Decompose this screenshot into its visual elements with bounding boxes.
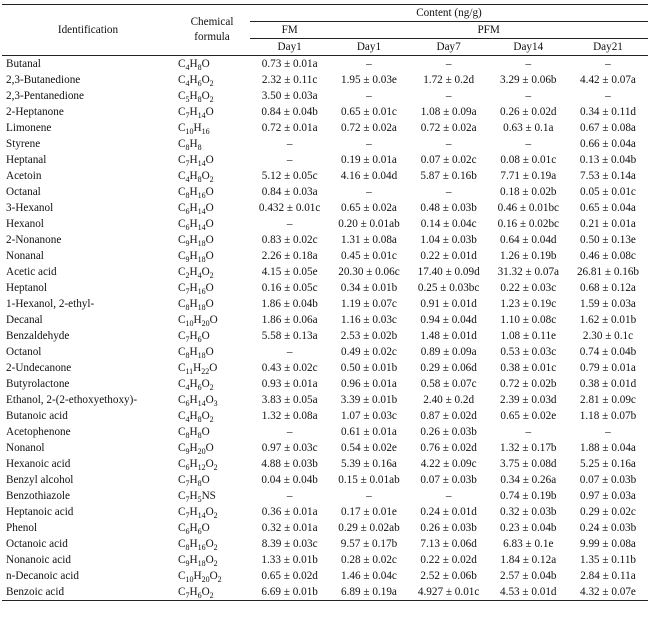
content-value: 0.16 ± 0.02bc: [497, 218, 560, 230]
compound-name: Ethanol, 2-(2-ethoxyethoxy)-: [6, 394, 138, 406]
content-value: 6.69 ± 0.01b: [250, 584, 329, 601]
content-value: 5.39 ± 0.16a: [341, 458, 397, 470]
content-value: 1.26 ± 0.19b: [500, 250, 557, 262]
content-value: 2.84 ± 0.11a: [580, 570, 636, 582]
content-value: 0.65 ± 0.01c: [341, 106, 397, 118]
content-value: 4.15 ± 0.05e: [261, 266, 318, 278]
content-value: 0.34 ± 0.26a: [500, 474, 557, 486]
content-value: 1.32 ± 0.17b: [500, 442, 557, 454]
compound-name: Benzoic acid: [2, 584, 174, 601]
content-value: –: [286, 154, 293, 166]
content-value: 0.432 ± 0.01c: [258, 202, 321, 214]
content-value: 0.46 ± 0.01bc: [497, 202, 560, 214]
content-value: 0.04 ± 0.04b: [261, 474, 318, 486]
header-chemical-line2: formula: [194, 31, 230, 43]
content-value: –: [605, 58, 611, 70]
content-value: 2.53 ± 0.02b: [340, 330, 398, 342]
content-value: 4.42 ± 0.07a: [580, 74, 636, 86]
content-value: 1.07 ± 0.03c: [341, 410, 397, 422]
table-row: [2, 424, 648, 440]
content-value: 8.39 ± 0.03c: [261, 538, 318, 550]
content-value: 2.32 ± 0.11c: [261, 74, 318, 86]
content-value: 1.10 ± 0.08c: [500, 314, 557, 326]
content-value: 0.36 ± 0.01a: [261, 506, 318, 518]
table-row: [2, 216, 648, 232]
content-value: 0.64 ± 0.04d: [500, 234, 557, 246]
content-value: 0.96 ± 0.01a: [341, 378, 397, 390]
compound-name: Butyrolactone: [6, 378, 70, 390]
chemical-formula: $C_9H_{20}O$: [178, 442, 214, 457]
chemical-formula: $C_7H_6O_2$: [174, 584, 250, 601]
table-row: [2, 120, 648, 136]
table-row: [2, 376, 648, 392]
content-value: 17.40 ± 0.09d: [417, 266, 480, 278]
content-value: 0.68 ± 0.12a: [580, 282, 636, 294]
content-value: 0.63 ± 0.1a: [503, 122, 554, 134]
content-value: 1.86 ± 0.04b: [261, 298, 318, 310]
content-value: 0.89 ± 0.09a: [420, 346, 477, 358]
chemical-formula: $C_8H_{16}O_2$: [178, 538, 218, 553]
content-value: 2.57 ± 0.04b: [500, 570, 557, 582]
content-value: –: [366, 58, 372, 70]
content-value: 0.18 ± 0.02b: [500, 186, 557, 198]
content-value: 0.23 ± 0.04b: [500, 522, 557, 534]
chemical-formula: $C_8H_8O$: [178, 426, 210, 441]
content-value: 0.53 ± 0.03c: [500, 346, 557, 358]
table-row: [2, 200, 648, 216]
content-value: 1.84 ± 0.12a: [500, 554, 557, 566]
chemical-formula: $C_6H_{14}O_3$: [178, 394, 218, 409]
compound-name: 2-Heptanone: [6, 106, 64, 118]
content-value: 0.17 ± 0.01e: [341, 506, 397, 518]
content-value: –: [445, 186, 452, 198]
chemical-formula: $C_7H_6O$: [178, 330, 210, 345]
content-value: 0.19 ± 0.01a: [341, 154, 397, 166]
content-value: 0.73 ± 0.01a: [261, 58, 318, 70]
content-value: –: [445, 90, 452, 102]
content-value: 4.53 ± 0.01d: [489, 584, 568, 601]
content-value: 2.30 ± 0.1c: [582, 330, 634, 342]
content-value: 5.12 ± 0.05c: [261, 170, 318, 182]
content-value: 7.71 ± 0.19a: [500, 170, 557, 182]
table-row: [2, 344, 648, 360]
content-table: [2, 4, 648, 601]
header-day: Day21: [568, 39, 648, 56]
content-value: 0.25 ± 0.03bc: [417, 282, 480, 294]
table-row: [2, 72, 648, 88]
content-value: 0.67 ± 0.08a: [580, 122, 636, 134]
content-value: 1.32 ± 0.08a: [261, 410, 318, 422]
content-value: 0.65 ± 0.04a: [580, 202, 636, 214]
content-value: 0.72 ± 0.01a: [261, 122, 318, 134]
content-value: 0.38 ± 0.01d: [579, 378, 637, 390]
content-value: –: [605, 426, 611, 438]
content-value: 4.32 ± 0.07e: [568, 584, 648, 601]
chemical-formula: $C_9H_{18}O$: [178, 234, 214, 249]
compound-name: Benzyl alcohol: [6, 474, 74, 486]
chemical-formula: $C_4H_8O_2$: [178, 170, 214, 185]
compound-name: Acetoin: [6, 170, 42, 182]
content-value: 0.84 ± 0.03a: [261, 186, 318, 198]
content-value: –: [366, 90, 372, 102]
content-value: 0.22 ± 0.01d: [420, 250, 477, 262]
content-value: 2.40 ± 0.2d: [423, 394, 475, 406]
header-chemical-formula: [174, 5, 250, 56]
content-value: 0.65 ± 0.02a: [341, 202, 397, 214]
content-value: 0.15 ± 0.01ab: [338, 474, 400, 486]
content-value: –: [605, 90, 611, 102]
content-value: 4.88 ± 0.03b: [261, 458, 318, 470]
chemical-formula: $C_6H_6O$: [178, 522, 210, 537]
content-value: 0.48 ± 0.03b: [420, 202, 477, 214]
content-value: 1.95 ± 0.03e: [341, 74, 397, 86]
table-row: [2, 152, 648, 168]
compound-name: Styrene: [6, 138, 41, 150]
header-identification: Identification: [2, 5, 174, 56]
header-day: Day14: [489, 39, 568, 56]
chemical-formula: $C_4H_8O$: [178, 58, 210, 73]
content-value: 31.32 ± 0.07a: [497, 266, 560, 278]
content-value: 0.43 ± 0.02c: [261, 362, 318, 374]
content-value: 1.72 ± 0.2d: [423, 74, 475, 86]
table-row: [2, 328, 648, 344]
content-value: 1.33 ± 0.01b: [261, 554, 318, 566]
content-value: 1.04 ± 0.03b: [420, 234, 477, 246]
table-row: [2, 504, 648, 520]
header-fm: FM: [250, 22, 329, 39]
content-value: 1.62 ± 0.01b: [579, 314, 637, 326]
content-value: 0.74 ± 0.19b: [500, 490, 557, 502]
compound-name: Acetophenone: [6, 426, 71, 438]
content-value: 2.26 ± 0.18a: [261, 250, 318, 262]
content-value: –: [366, 186, 372, 198]
content-value: 0.72 ± 0.02a: [341, 122, 397, 134]
table-row: [2, 552, 648, 568]
table-row: [2, 520, 648, 536]
content-value: 1.59 ± 0.03a: [580, 298, 636, 310]
chemical-formula: $C_4H_6O_2$: [178, 378, 214, 393]
compound-name: Phenol: [6, 522, 38, 534]
content-value: 0.26 ± 0.02d: [500, 106, 557, 118]
content-value: 4.22 ± 0.09c: [420, 458, 477, 470]
content-value: 3.75 ± 0.08d: [500, 458, 557, 470]
content-value: 5.58 ± 0.13a: [261, 330, 318, 342]
content-value: 3.39 ± 0.01b: [340, 394, 398, 406]
content-value: 0.26 ± 0.03b: [420, 522, 477, 534]
content-value: 2.81 ± 0.09c: [580, 394, 636, 406]
compound-name: Octanal: [6, 186, 41, 198]
content-value: 1.19 ± 0.07c: [341, 298, 397, 310]
content-value: 1.16 ± 0.03c: [341, 314, 397, 326]
content-value: 0.29 ± 0.02ab: [338, 522, 400, 534]
content-value: 9.57 ± 0.17b: [340, 538, 398, 550]
chemical-formula: $C_7H_{14}O$: [178, 154, 214, 169]
content-value: 3.83 ± 0.05a: [261, 394, 318, 406]
content-value: –: [286, 138, 293, 150]
table-row: [2, 584, 648, 601]
table-row: [2, 568, 648, 584]
content-value: 0.32 ± 0.01a: [261, 522, 318, 534]
content-value: 0.21 ± 0.01a: [580, 218, 636, 230]
chemical-formula: $C_8H_{16}O$: [178, 186, 214, 201]
content-value: 6.83 ± 0.1e: [503, 538, 554, 550]
content-value: 0.74 ± 0.04b: [579, 346, 637, 358]
chemical-formula: $C_7H_5NS$: [178, 490, 216, 505]
table-row: [2, 536, 648, 552]
compound-name: Acetic acid: [6, 266, 57, 278]
content-value: 9.99 ± 0.08a: [580, 538, 636, 550]
compound-name: Nonanoic acid: [6, 554, 71, 566]
content-value: 0.97 ± 0.03a: [580, 490, 636, 502]
content-value: 0.07 ± 0.02c: [420, 154, 477, 166]
content-value: 1.08 ± 0.11e: [500, 330, 557, 342]
chemical-formula: $C_7H_{16}O$: [178, 282, 214, 297]
content-value: –: [525, 90, 532, 102]
content-value: 1.08 ± 0.09a: [420, 106, 477, 118]
table-row: [2, 488, 648, 504]
table-row: [2, 392, 648, 408]
content-value: 26.81 ± 0.16b: [576, 266, 640, 278]
chemical-formula: $C_9H_{18}O$: [178, 250, 214, 265]
content-value: 4.16 ± 0.04d: [340, 170, 398, 182]
content-value: –: [366, 490, 372, 502]
content-value: 0.61 ± 0.01a: [341, 426, 397, 438]
chemical-formula: $C_4H_8O_2$: [178, 410, 214, 425]
compound-name: Heptanal: [6, 154, 47, 166]
content-value: 20.30 ± 0.06c: [338, 266, 400, 278]
header-day: Day1: [250, 39, 329, 56]
compound-name: Heptanoic acid: [6, 506, 74, 518]
compound-name: Hexanol: [6, 218, 44, 230]
content-value: 0.79 ± 0.01a: [580, 362, 636, 374]
compound-name: 2,3-Butanedione: [6, 74, 81, 86]
content-value: 0.38 ± 0.01c: [500, 362, 557, 374]
content-value: 0.76 ± 0.02d: [420, 442, 477, 454]
header-content: Content (ng/g): [250, 5, 648, 22]
content-value: 1.86 ± 0.06a: [261, 314, 318, 326]
content-value: 1.31 ± 0.08a: [341, 234, 397, 246]
content-value: 3.29 ± 0.06b: [500, 74, 557, 86]
content-value: 0.54 ± 0.02e: [341, 442, 397, 454]
content-value: 0.50 ± 0.13e: [580, 234, 636, 246]
content-value: 1.35 ± 0.11b: [579, 554, 637, 566]
chemical-formula: $C_6H_{14}O$: [178, 218, 214, 233]
content-value: 7.13 ± 0.06d: [420, 538, 477, 550]
table-row: [2, 104, 648, 120]
content-value: –: [286, 490, 293, 502]
table-row: [2, 88, 648, 104]
content-value: 2.52 ± 0.06b: [420, 570, 477, 582]
content-value: 0.83 ± 0.02c: [261, 234, 318, 246]
chemical-formula: $C_7H_{14}O$: [178, 106, 214, 121]
compound-name: 2,3-Pentanedione: [6, 90, 84, 102]
content-value: 0.49 ± 0.02c: [341, 346, 397, 358]
table-body: [2, 56, 648, 601]
content-value: 0.22 ± 0.02d: [420, 554, 477, 566]
compound-name: Decanal: [6, 314, 43, 326]
content-value: 5.87 ± 0.16b: [420, 170, 477, 182]
chemical-formula: $C_2H_4O_2$: [178, 266, 214, 281]
content-value: 0.66 ± 0.04a: [580, 138, 636, 150]
content-value: –: [445, 58, 452, 70]
content-value: 0.91 ± 0.01d: [420, 298, 477, 310]
compound-name: Heptanol: [6, 282, 48, 294]
content-value: 0.65 ± 0.02d: [261, 570, 318, 582]
content-value: 6.89 ± 0.19a: [329, 584, 408, 601]
content-value: 4.927 ± 0.01c: [409, 584, 489, 601]
content-value: –: [286, 346, 293, 358]
chemical-formula: $C_6H_{14}O$: [178, 202, 214, 217]
header-day: Day7: [409, 39, 489, 56]
content-value: 5.25 ± 0.16a: [580, 458, 636, 470]
chemical-formula: $C_4H_6O_2$: [178, 74, 214, 89]
chemical-formula: $C_8H_{18}O$: [178, 346, 214, 361]
content-value: –: [525, 138, 532, 150]
table-row: [2, 168, 648, 184]
chemical-formula: $C_5H_8O_2$: [178, 90, 214, 105]
compound-name: Benzothiazole: [6, 490, 70, 502]
content-value: 0.72 ± 0.02b: [500, 378, 557, 390]
content-value: 0.07 ± 0.03b: [579, 474, 637, 486]
chemical-formula: $C_9H_{18}O_2$: [178, 554, 218, 569]
compound-name: Butanal: [6, 58, 41, 70]
content-value: 0.32 ± 0.03b: [500, 506, 557, 518]
content-value: 0.28 ± 0.02c: [341, 554, 397, 566]
chemical-formula: $C_{10}H_{20}O_2$: [178, 570, 222, 585]
content-value: 1.46 ± 0.04c: [341, 570, 397, 582]
compound-name: 3-Hexanol: [6, 202, 54, 214]
compound-name: Nonanal: [6, 250, 44, 262]
header-chemical-line1: Chemical: [190, 16, 234, 28]
chemical-formula: $C_8H_8$: [178, 138, 202, 153]
content-value: 0.16 ± 0.05c: [261, 282, 318, 294]
content-value: 7.53 ± 0.14a: [580, 170, 636, 182]
compound-name: n-Decanoic acid: [6, 570, 79, 582]
compound-name: 2-Undecanone: [6, 362, 72, 374]
content-value: 0.29 ± 0.02c: [580, 506, 636, 518]
content-value: –: [525, 58, 532, 70]
content-value: –: [445, 138, 452, 150]
table-row: [2, 232, 648, 248]
content-value: 0.50 ± 0.01b: [340, 362, 398, 374]
compound-name: 2-Nonanone: [6, 234, 62, 246]
content-value: 0.34 ± 0.11d: [579, 106, 637, 118]
content-value: 0.29 ± 0.06d: [420, 362, 477, 374]
content-value: 1.48 ± 0.01d: [420, 330, 477, 342]
content-value: 0.14 ± 0.04c: [420, 218, 477, 230]
chemical-formula: $C_{11}H_{22}O$: [178, 362, 218, 377]
chemical-formula: $C_7H_8O$: [178, 474, 210, 489]
table-row: [2, 184, 648, 200]
content-value: 0.65 ± 0.02e: [500, 410, 557, 422]
content-value: 0.93 ± 0.01a: [261, 378, 318, 390]
content-value: 0.26 ± 0.03b: [420, 426, 477, 438]
content-value: 0.24 ± 0.03b: [579, 522, 637, 534]
chemical-formula: $C_7H_{14}O_2$: [178, 506, 218, 521]
content-value: 0.22 ± 0.03c: [500, 282, 557, 294]
table-row: [2, 296, 648, 312]
content-value: 2.39 ± 0.03d: [500, 394, 557, 406]
compound-name: 1-Hexanol, 2-ethyl-: [6, 298, 95, 310]
content-value: 0.05 ± 0.01c: [580, 186, 636, 198]
table-row: [2, 280, 648, 296]
table-row: [2, 136, 648, 152]
table-row: [2, 248, 648, 264]
content-value: 0.08 ± 0.01c: [500, 154, 557, 166]
content-value: –: [445, 490, 452, 502]
content-value: –: [286, 218, 293, 230]
content-value: 1.88 ± 0.04a: [580, 442, 636, 454]
table-row: [2, 456, 648, 472]
table-row: [2, 360, 648, 376]
compound-name: Nonanol: [6, 442, 45, 454]
content-value: 0.07 ± 0.03b: [420, 474, 477, 486]
chemical-formula: $C_{10}H_{16}$: [178, 122, 210, 137]
table-row: [2, 408, 648, 424]
content-value: –: [286, 426, 293, 438]
content-value: 0.58 ± 0.07c: [420, 378, 477, 390]
content-value: 0.34 ± 0.01b: [340, 282, 398, 294]
header-day: Day1: [329, 39, 408, 56]
content-value: 0.24 ± 0.01d: [420, 506, 477, 518]
content-value: 1.23 ± 0.19c: [500, 298, 557, 310]
content-value: 0.13 ± 0.04b: [579, 154, 637, 166]
compound-name: Benzaldehyde: [6, 330, 70, 342]
content-value: 0.97 ± 0.03c: [261, 442, 318, 454]
content-value: 0.87 ± 0.02d: [420, 410, 477, 422]
content-value: 0.84 ± 0.04b: [261, 106, 318, 118]
content-value: 1.18 ± 0.07b: [579, 410, 637, 422]
content-value: 0.72 ± 0.02a: [420, 122, 477, 134]
table-row: [2, 440, 648, 456]
table-row: [2, 472, 648, 488]
table-row: [2, 312, 648, 328]
compound-name: Octanoic acid: [6, 538, 68, 550]
chemical-formula: $C_6H_{12}O_2$: [178, 458, 218, 473]
compound-name: Hexanoic acid: [6, 458, 71, 470]
content-value: 0.20 ± 0.01ab: [338, 218, 400, 230]
chemical-formula: $C_{10}H_{20}O$: [178, 314, 218, 329]
chemical-formula: $C_8H_{18}O$: [178, 298, 214, 313]
content-value: 0.94 ± 0.04d: [420, 314, 477, 326]
content-value: –: [525, 426, 532, 438]
header-pfm: PFM: [329, 22, 648, 39]
compound-name: Limonene: [6, 122, 52, 134]
table-row: [2, 56, 648, 73]
content-value: 0.45 ± 0.01c: [341, 250, 397, 262]
compound-name: Butanoic acid: [6, 410, 68, 422]
content-value: –: [366, 138, 372, 150]
compound-name: Octanol: [6, 346, 42, 358]
table-row: [2, 264, 648, 280]
content-value: 3.50 ± 0.03a: [261, 90, 318, 102]
content-value: 0.46 ± 0.08c: [580, 250, 636, 262]
